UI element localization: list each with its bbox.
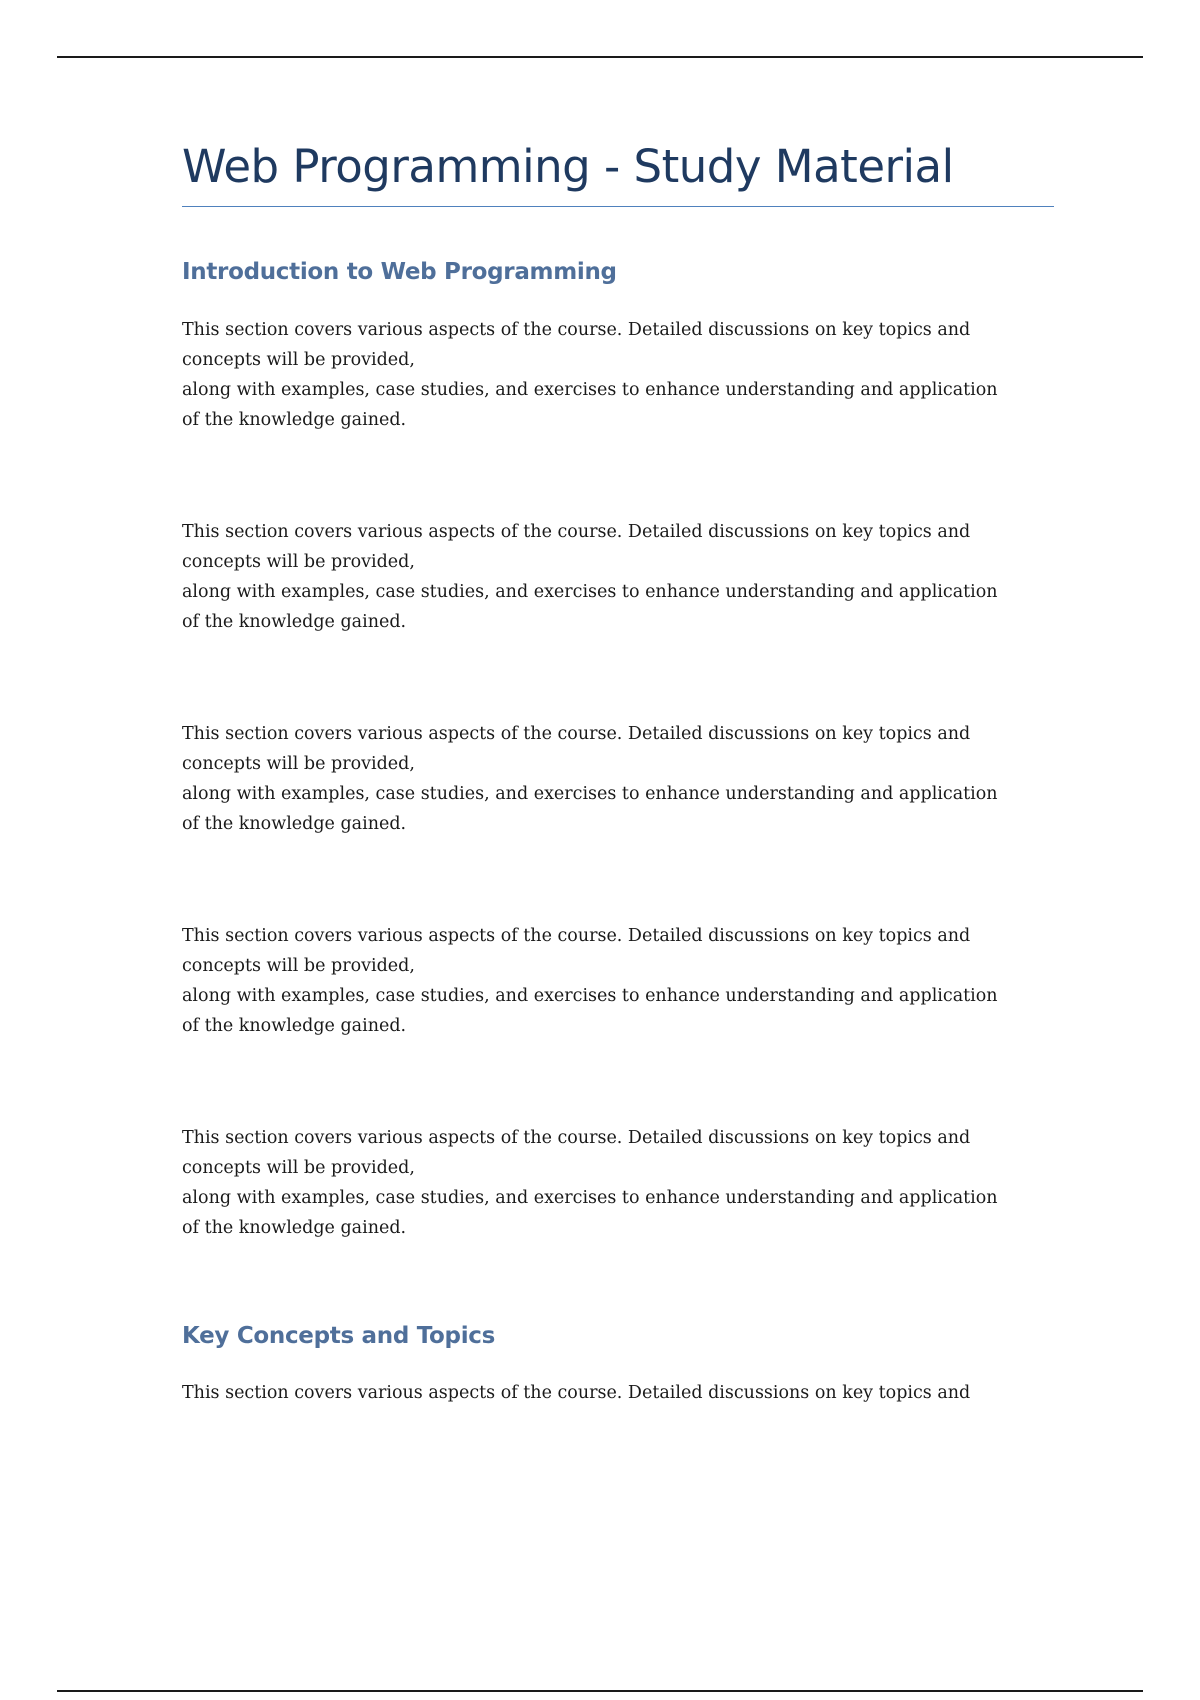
- paragraph-line: This section covers various aspects of the course. Detailed discussions on key topics and: [182, 723, 971, 744]
- paragraph-line: along with examples, case studies, and exercises to enhance understanding and application: [182, 1187, 998, 1208]
- section-heading: Key Concepts and Topics: [182, 1322, 496, 1349]
- paragraph-line: concepts will be provided,: [182, 551, 415, 572]
- paragraph-line: along with examples, case studies, and exercises to enhance understanding and application: [182, 985, 998, 1006]
- paragraph-line: along with examples, case studies, and exercises to enhance understanding and application: [182, 379, 998, 400]
- paragraph: [182, 517, 1054, 637]
- paragraph-line: concepts will be provided,: [182, 1157, 415, 1178]
- paragraph-line: concepts will be provided,: [182, 753, 415, 774]
- section-heading: Introduction to Web Programming: [182, 259, 617, 285]
- paragraph-line: along with examples, case studies, and exercises to enhance understanding and application: [182, 581, 998, 602]
- paragraph-line: concepts will be provided,: [182, 349, 415, 370]
- paragraph-line: of the knowledge gained.: [182, 1217, 407, 1238]
- paragraph: [182, 1123, 1054, 1243]
- page-top-rule: [57, 56, 1143, 58]
- paragraph: [182, 921, 1054, 1041]
- paragraph: [182, 719, 1054, 839]
- paragraph-line: concepts will be provided,: [182, 955, 415, 976]
- document-title: Web Programming - Study Material: [182, 140, 1054, 207]
- paragraph: [182, 1378, 1054, 1408]
- paragraph-line: of the knowledge gained.: [182, 409, 407, 430]
- paragraph-line: This section covers various aspects of the course. Detailed discussions on key topics and: [182, 925, 971, 946]
- paragraph-line: along with examples, case studies, and exercises to enhance understanding and application: [182, 783, 998, 804]
- paragraph-line: This section covers various aspects of the course. Detailed discussions on key topics and: [182, 319, 971, 340]
- document-body: [182, 140, 1054, 1408]
- paragraph: [182, 315, 1054, 435]
- paragraph-line: This section covers various aspects of the course. Detailed discussions on key topics and: [182, 1127, 971, 1148]
- paragraph-line: This section covers various aspects of the course. Detailed discussions on key topics and: [182, 1383, 971, 1404]
- paragraph-line: of the knowledge gained.: [182, 611, 407, 632]
- paragraph-line: of the knowledge gained.: [182, 813, 407, 834]
- paragraph-line: This section covers various aspects of the course. Detailed discussions on key topics and: [182, 521, 971, 542]
- page-bottom-rule: [57, 1690, 1143, 1692]
- paragraph-line: of the knowledge gained.: [182, 1015, 407, 1036]
